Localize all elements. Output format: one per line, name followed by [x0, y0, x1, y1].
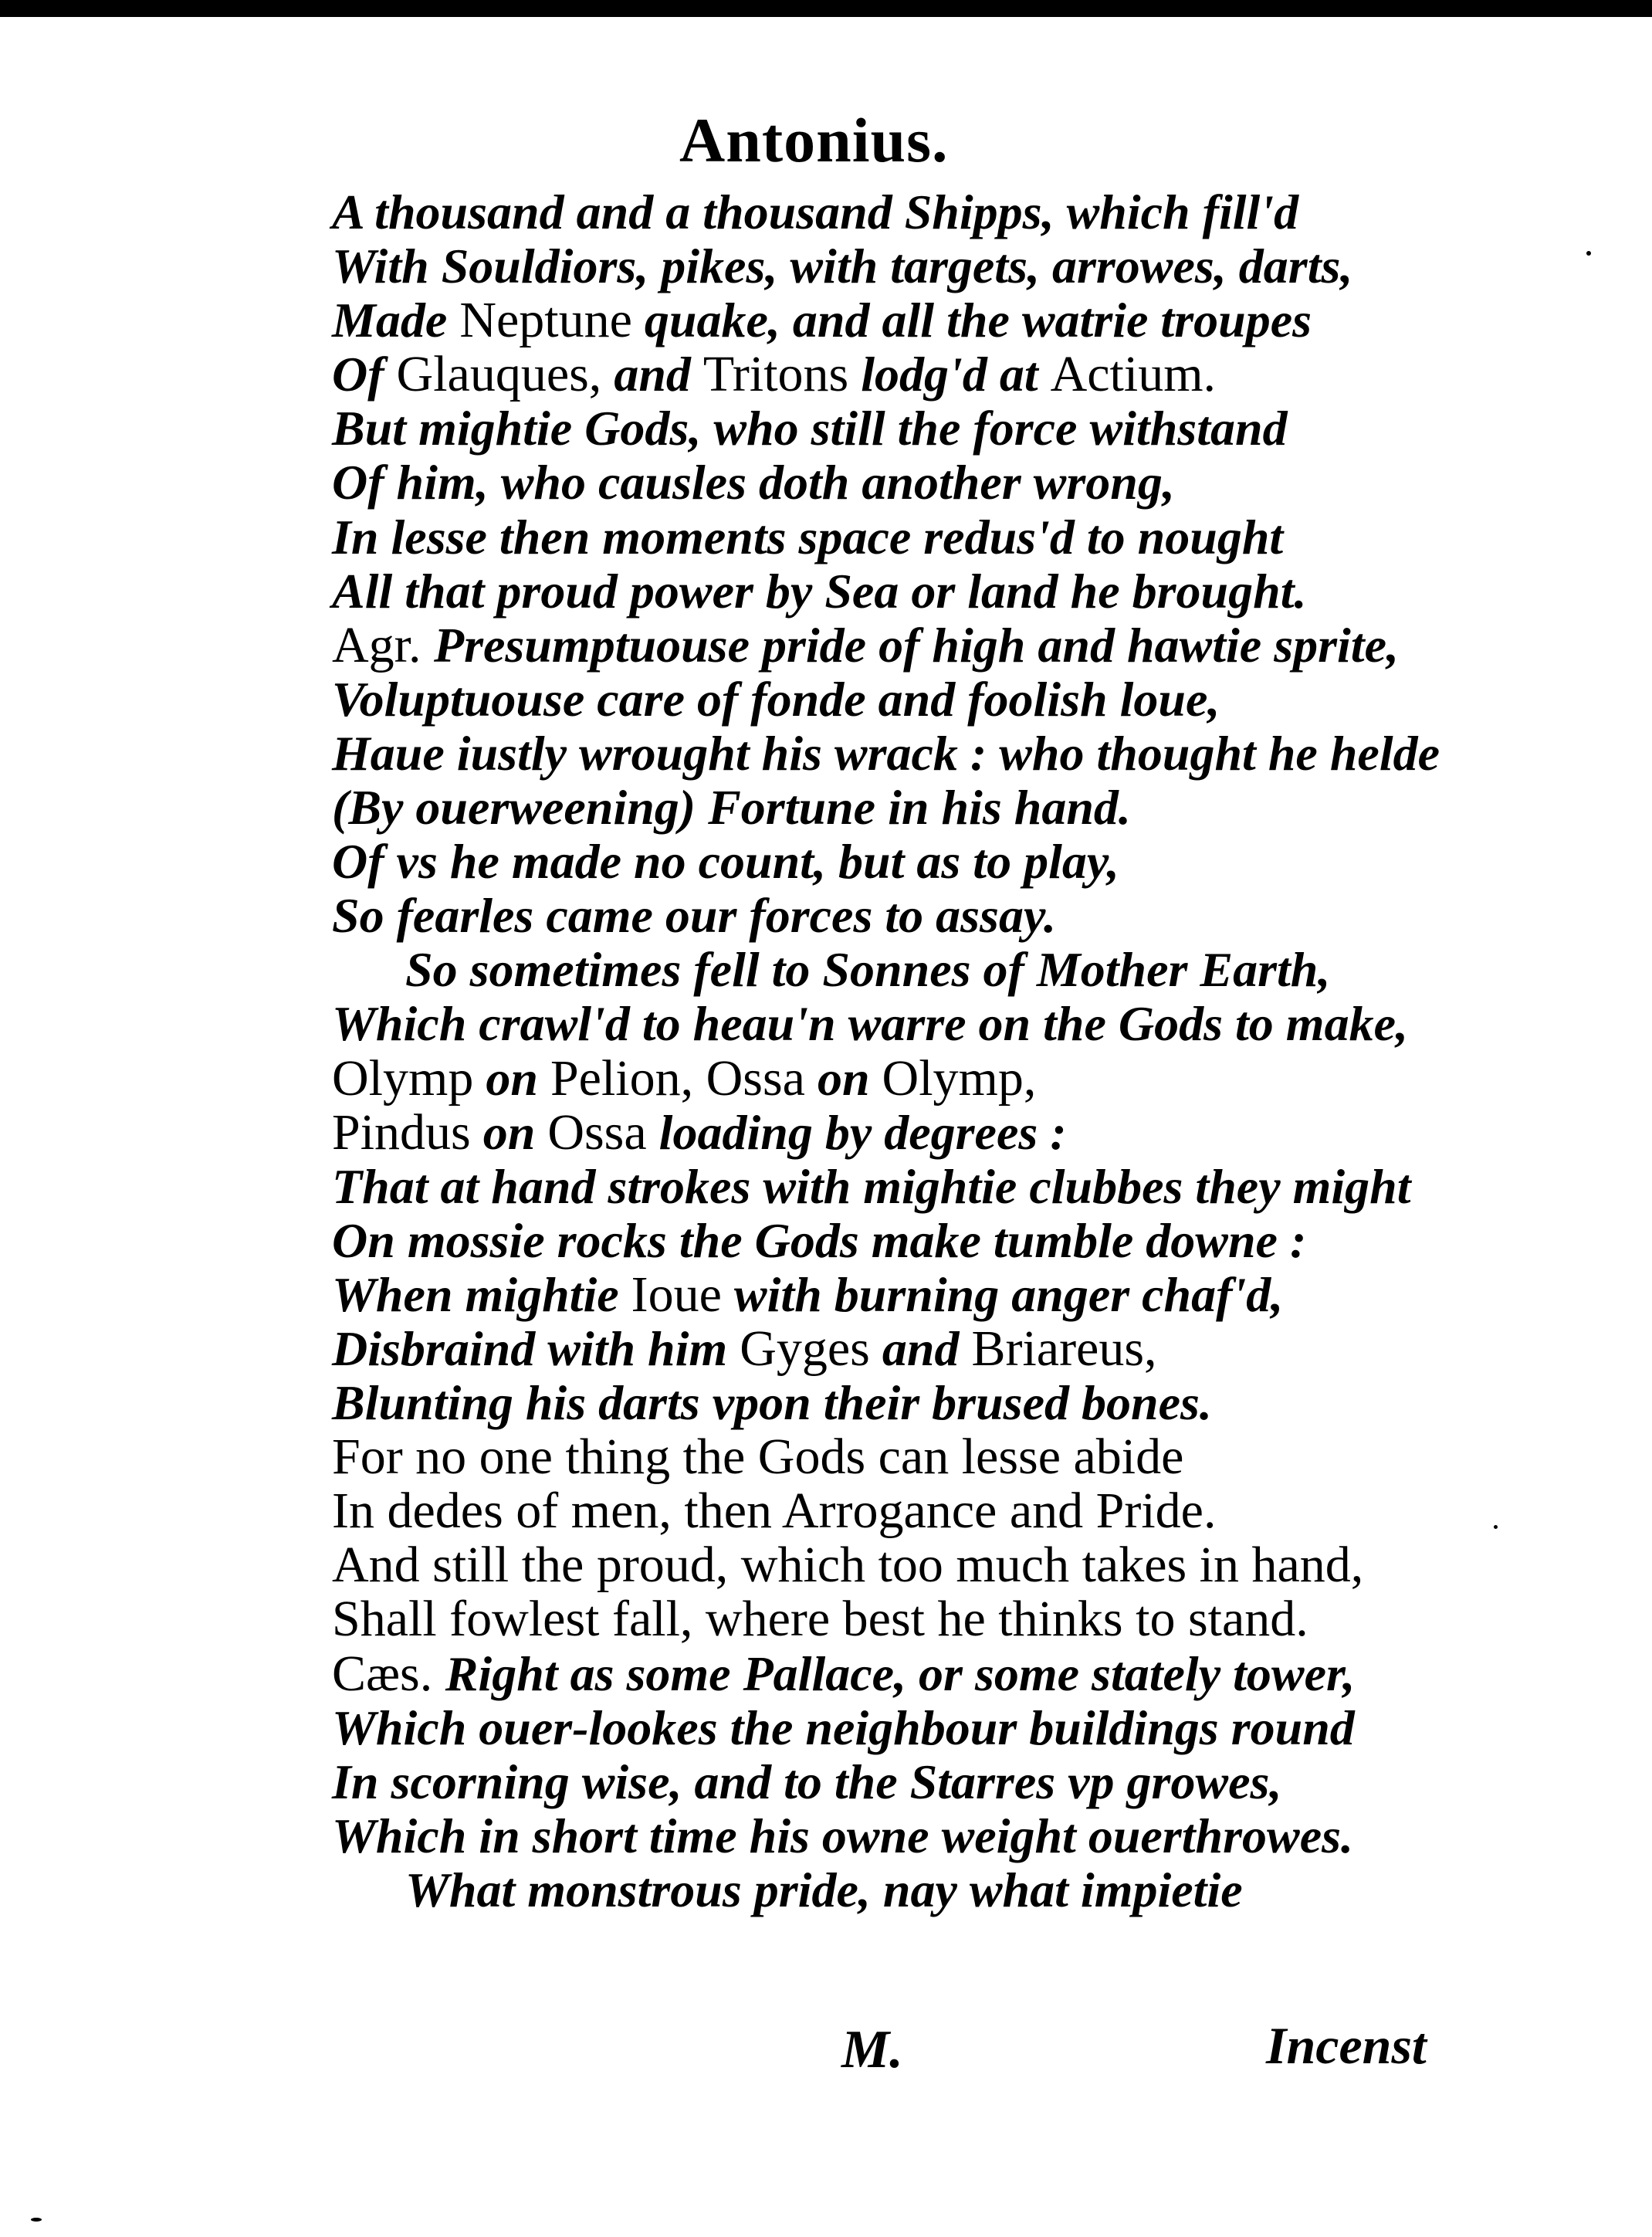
verse-line: [332, 1049, 1613, 1107]
italic-text: But mightie Gods, who still the force withstand: [332, 401, 1288, 456]
roman-text: Olymp,: [882, 1049, 1037, 1107]
verse-line: [332, 293, 1613, 347]
italic-text: Which in short time his owne weight ouerthrowes.: [332, 1808, 1353, 1863]
running-head: Antonius.: [679, 105, 949, 175]
roman-text: Actium.: [1050, 346, 1217, 403]
italic-text: Presumptuouse pride of high and hawtie sprite,: [434, 617, 1399, 673]
verse-line: [332, 564, 1613, 619]
verse-line: [332, 239, 1613, 293]
verse-text-block: [332, 185, 1613, 1917]
italic-text: loading by degrees :: [646, 1104, 1067, 1160]
roman-text: Pindus: [332, 1103, 471, 1161]
italic-text: When mightie: [332, 1266, 631, 1322]
verse-line: [332, 1430, 1613, 1484]
roman-text: Olymp: [332, 1049, 474, 1107]
catchword: Incenst: [1266, 2016, 1427, 2075]
italic-text: All that proud power by Sea or land he brought.: [332, 563, 1307, 619]
verse-line: [332, 456, 1613, 510]
roman-text: Shall fowlest fall, where best he thinks to stand.: [332, 1591, 1308, 1648]
verse-line: [332, 1701, 1613, 1755]
italic-text: and: [869, 1320, 972, 1376]
roman-text: Pelion, Ossa: [550, 1049, 805, 1107]
verse-line: [332, 889, 1613, 943]
roman-text: Ioue: [631, 1266, 722, 1323]
verse-line: [332, 1160, 1613, 1214]
verse-line: [332, 402, 1613, 456]
verse-line: [332, 1863, 1613, 1917]
verse-line: [332, 943, 1613, 997]
italic-text: Right as some Pallace, or some stately tower,: [445, 1646, 1356, 1701]
verse-line: [332, 616, 1613, 673]
verse-line: [332, 1484, 1613, 1538]
verse-line: [332, 1322, 1613, 1376]
verse-line: [332, 1214, 1613, 1268]
roman-text: For no one thing the Gods can lesse abide: [332, 1429, 1184, 1486]
roman-text: Agr.: [332, 616, 434, 673]
signature-mark: M.: [841, 2020, 903, 2079]
italic-text: Of vs he made no count, but as to play,: [332, 834, 1119, 890]
italic-text: Blunting his darts vpon their brused bones.: [332, 1375, 1212, 1431]
italic-text: Which ouer-lookes the neighbour buildings round: [332, 1700, 1355, 1755]
italic-text: Which crawl'd to heau'n warre on the Gods to make,: [332, 996, 1408, 1052]
italic-text: on: [804, 1050, 882, 1106]
italic-text: on: [470, 1104, 548, 1160]
verse-line: [332, 1268, 1613, 1322]
roman-text: Tritons: [702, 346, 849, 403]
verse-line: [332, 835, 1613, 889]
verse-line: [332, 347, 1613, 402]
italic-text: In scorning wise, and to the Starres vp growes,: [332, 1754, 1282, 1809]
verse-line: [332, 1809, 1613, 1863]
verse-line: [332, 510, 1613, 564]
italic-text: with burning anger chaf'd,: [721, 1266, 1284, 1322]
italic-text: Haue iustly wrought his wrack : who thought he helde: [332, 725, 1440, 781]
top-border-rule: [0, 0, 1652, 17]
verse-line: [332, 1376, 1613, 1430]
roman-text: Gyges: [740, 1320, 870, 1377]
italic-text: On mossie rocks the Gods make tumble downe :: [332, 1212, 1307, 1268]
italic-text: Of him, who causles doth another wrong,: [332, 455, 1175, 510]
italic-text: A thousand and a thousand Shipps, which fill'd: [332, 185, 1299, 239]
italic-text: lodg'd at: [848, 347, 1051, 402]
italic-text: What monstrous pride, nay what impietie: [405, 1862, 1243, 1917]
verse-line: [332, 781, 1613, 835]
verse-line: [332, 673, 1613, 727]
scan-speck: [1494, 1525, 1498, 1529]
verse-line: [332, 727, 1613, 781]
italic-text: With Souldiors, pikes, with targets, arrowes, darts,: [332, 239, 1353, 294]
roman-text: And still the proud, which too much takes in hand,: [332, 1537, 1364, 1594]
italic-text: on: [473, 1050, 550, 1106]
italic-text: In lesse then moments space redus'd to nought: [332, 509, 1284, 564]
verse-line: [332, 1647, 1613, 1701]
italic-text: So sometimes fell to Sonnes of Mother Earth,: [405, 942, 1331, 998]
verse-line: [332, 1755, 1613, 1809]
verse-line: [332, 185, 1613, 239]
italic-text: Disbraind with him: [332, 1320, 740, 1376]
roman-text: Glauques,: [396, 346, 602, 403]
scan-speck: [31, 2218, 42, 2222]
roman-text: Neptune: [459, 292, 632, 349]
verse-line: [332, 1103, 1613, 1161]
italic-text: So fearles came our forces to assay.: [332, 888, 1056, 944]
verse-line: [332, 1538, 1613, 1592]
scan-speck: [1586, 251, 1591, 256]
italic-text: quake, and all the watrie troupes: [631, 293, 1312, 348]
italic-text: and: [601, 347, 703, 402]
italic-text: (By ouerweening) Fortune in his hand.: [332, 780, 1131, 835]
italic-text: Of: [332, 347, 397, 402]
verse-line: [332, 997, 1613, 1051]
italic-text: Voluptuouse care of fonde and foolish loue,: [332, 671, 1220, 727]
roman-text: In dedes of men, then Arrogance and Pride.: [332, 1483, 1217, 1540]
italic-text: Made: [332, 293, 460, 348]
italic-text: That at hand strokes with mightie clubbes they might: [332, 1158, 1411, 1214]
verse-line: [332, 1592, 1613, 1646]
roman-text: Ossa: [547, 1103, 647, 1161]
roman-text: Cæs.: [332, 1645, 445, 1702]
roman-text: Briareus,: [971, 1320, 1157, 1377]
